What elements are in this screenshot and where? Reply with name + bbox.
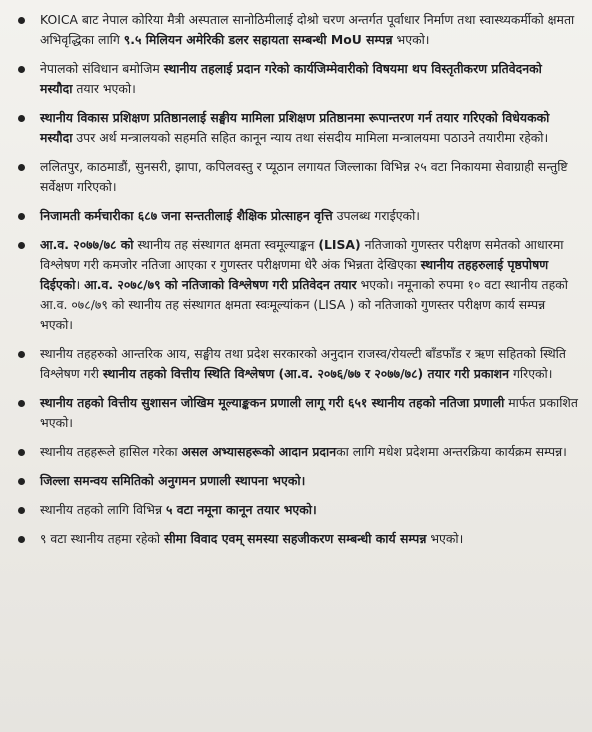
bullet-icon [18, 449, 25, 456]
bold-text-segment: ५ वटा नमूना कानून तयार भएको। [165, 502, 317, 517]
text-segment: स्थानीय तह संस्थागत क्षमता स्वमूल्याङ्कन [133, 237, 319, 252]
text-segment: स्थानीय तहहरुको आन्तरिक आय, सङ्घीय तथा प्रदेश सरकारको अनुदान राजस्व/रोयल्टी बाँडफाँड र ऋण सहितको स्थिति विश्लेषण गरी [40, 346, 566, 381]
bullet-icon [18, 351, 25, 358]
bullet-icon [18, 507, 25, 514]
list-item [12, 157, 578, 197]
bold-text-segment: ९.५ मिलियन अमेरिकी डलर सहायता सम्बन्धी MoU सम्पन्न [123, 32, 393, 47]
bullet-icon [18, 536, 25, 543]
text-segment: नतिजाको गुणस्तर परीक्षण समेतको आधारमा विश्लेषण गरी कमजोर नतिजा आएका र गुणस्तर परीक्षणमा धेरै अंक भिन्नता देखिएका [40, 237, 564, 272]
bold-text-segment: स्थानीय तहलाई प्रदान गरेको कार्यजिम्मेवारीको विषयमा थप विस्तृतीकरण प्रतिवेदनको मस्यौदा [40, 61, 542, 96]
list-item-text [40, 10, 578, 50]
list-item-text [40, 471, 578, 491]
list-item [12, 235, 578, 335]
bullet-icon [18, 17, 25, 24]
text-segment: गरिएको। [509, 366, 553, 381]
bullet-icon [18, 478, 25, 485]
text-segment: उपलब्ध गराईएको। [332, 208, 420, 223]
list-item [12, 471, 578, 491]
bullet-list [12, 10, 578, 549]
list-item [12, 442, 578, 462]
bold-text-segment: स्थानीय तहहरुलाई पृष्ठपोषण दिईएको [40, 257, 549, 292]
text-segment: भएको। [392, 32, 430, 47]
bullet-icon [18, 213, 25, 220]
text-segment: भएको। नमूनाको रुपमा १० वटा स्थानीय तहको आ.व. ०७८/७९ को स्थानीय तह संस्थागत क्षमता स्वःमूल्यांकन (LISA ) को नतिजाको गुणस्तर परीक्षण कार्य सम्पन्न भएको। [40, 277, 568, 332]
bold-text-segment: स्थानीय विकास प्रशिक्षण प्रतिष्ठानलाई सङ्घीय मामिला प्रशिक्षण प्रतिष्ठानमा रूपान्तरण गर्न तयार गरिएको विधेयकको मस्यौदा [40, 110, 550, 145]
text-segment: मार्फत प्रकाशित भएको। [40, 395, 578, 430]
list-item-text [40, 206, 578, 226]
bullet-icon [18, 400, 25, 407]
bold-text-segment: स्थानीय तहको वित्तीय सुशासन जोखिम मूल्याङ्ककन प्रणाली लागू गरी ६५१ स्थानीय तहको नतिजा प्रणाली [40, 395, 505, 410]
text-segment: भएको। [426, 531, 464, 546]
list-item-text [40, 344, 578, 384]
text-segment: उपर अर्थ मन्त्रालयको सहमति सहित कानून न्याय तथा संसदीय मामिला मन्त्रालयमा पठाउने तयारीमा रहेको। [72, 130, 549, 145]
text-segment: नेपालको संविधान बमोजिम [40, 61, 164, 76]
bullet-icon [18, 115, 25, 122]
list-item-text [40, 442, 578, 462]
text-segment: । [75, 277, 85, 292]
bullet-icon [18, 164, 25, 171]
text-segment: KOICA बाट नेपाल कोरिया मैत्री अस्पताल सानोठिमीलाई दोश्रो चरण अन्तर्गत पूर्वाधार निर्माण तथा स्वास्थ्यकर्मीको क्षमता अभिवृद्धिका लागि [40, 12, 575, 47]
bold-text-segment: (LISA) [318, 237, 361, 252]
text-segment: ललितपुर, काठमाडौं, सुनसरी, झापा, कपिलवस्तु र प्यूठान लगायत जिल्लाका विभिन्न २५ वटा निकायमा सेवाग्राही सन्तुष्टि सर्वेक्षण गरिएको। [40, 159, 568, 194]
bold-text-segment: आ.व. २०७८/७९ को नतिजाको विश्लेषण गरी प्रतिवेदन तयार [84, 277, 357, 292]
text-segment: तयार भएको। [72, 81, 136, 96]
bold-text-segment: सीमा विवाद एवम् समस्या सहजीकरण सम्बन्धी कार्य सम्पन्न [164, 531, 427, 546]
list-item-text [40, 393, 578, 433]
list-item [12, 529, 578, 549]
list-item-text [40, 157, 578, 197]
bold-text-segment: जिल्ला समन्वय समितिको अनुगमन प्रणाली स्थापना भएको। [40, 473, 306, 488]
list-item [12, 108, 578, 148]
list-item [12, 10, 578, 50]
bullet-icon [18, 66, 25, 73]
text-segment: स्थानीय तहहरूले हासिल गरेका [40, 444, 182, 459]
list-item [12, 393, 578, 433]
list-item [12, 500, 578, 520]
list-item [12, 206, 578, 226]
list-item-text [40, 108, 578, 148]
bold-text-segment: असल अभ्यासहरूको आदान प्रदान [181, 444, 337, 459]
text-segment: स्थानीय तहको लागि विभिन्न [40, 502, 166, 517]
list-item-text [40, 59, 578, 99]
bold-text-segment: आ.व. २०७७/७८ को [40, 237, 134, 252]
list-item [12, 344, 578, 384]
text-segment: का लागि मधेश प्रदेशमा अन्तरक्रिया कार्यक्रम सम्पन्न। [336, 444, 567, 459]
text-segment: ९ वटा स्थानीय तहमा रहेको [40, 531, 165, 546]
list-item [12, 59, 578, 99]
bullet-icon [18, 242, 25, 249]
list-item-text [40, 500, 578, 520]
list-item-text [40, 529, 578, 549]
bold-text-segment: निजामती कर्मचारीका ६८७ जना सन्ततीलाई शैक्षिक प्रोत्साहन वृत्ति [40, 208, 333, 223]
bold-text-segment: स्थानीय तहको वित्तीय स्थिति विश्लेषण (आ.व. २०७६/७७ र २०७७/७८) तयार गरी प्रकाशन [102, 366, 509, 381]
list-item-text [40, 235, 578, 335]
